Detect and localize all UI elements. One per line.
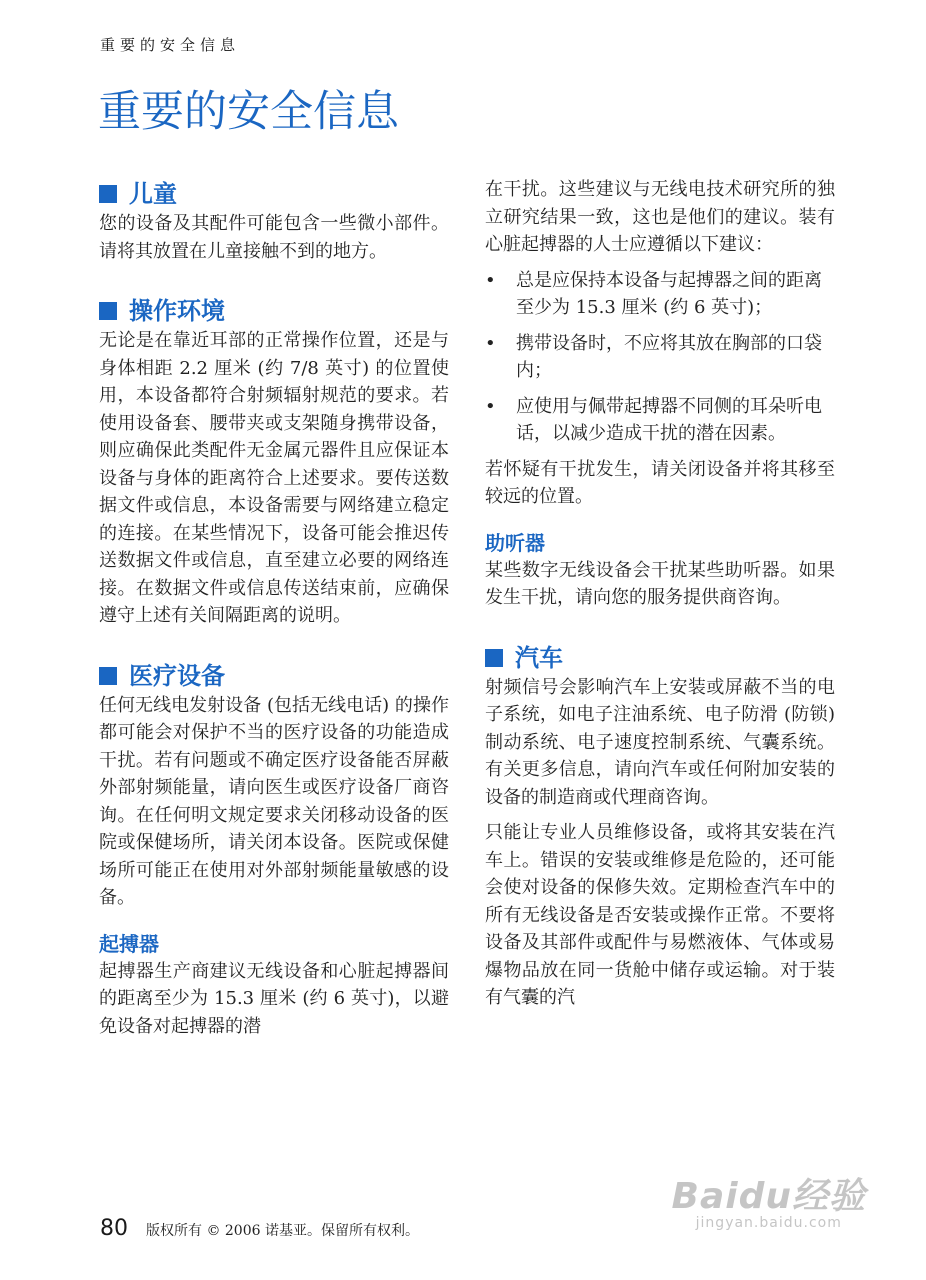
subsection-heading-pacemaker: 起搏器 [99,931,159,956]
section-heading-medical-label: 医疗设备 [129,661,225,690]
operating-env-paragraph: 无论是在靠近耳部的正常操作位置，还是与身体相距 2.2 厘米 (约 7/8 英寸) 的位置使用，本设备都符合射频辐射规范的要求。若使用设备套、腰带夹或支架随身携带设备，则应确保此类配件无金属元器件且应保证本设备与身体的距离符合上述要求。要传送数据文件或信息，本设备需要与网络建立稳定的连接。在某些情况下，设备可能会推迟传送数据文件或信息，直至建立必要的网络连接。在数据文件或信息传送结束前，应确保遵守上述有关间隔距离的说明。 [99,330,449,626]
section-heading-operating-env [99,295,449,327]
section-heading-vehicles [485,642,835,674]
section-heading-children [99,178,449,210]
copyright-notice: 版权所有 © 2006 诺基亚。保留所有权利。 [146,1223,419,1239]
watermark-brand: Baidu经验 [671,1176,866,1217]
hearing-aids-paragraph: 某些数字无线设备会干扰某些助听器。如果发生干扰，请向您的服务提供商咨询。 [485,559,835,608]
bullet-dot-icon: • [485,332,496,354]
pacemaker-recommendations-list [485,267,835,448]
vehicles-paragraph-2: 只能让专业人员维修设备，或将其安装在汽车上。错误的安装或维修是危险的，还可能会使对设备的保修失效。定期检查汽车中的所有无线设备是否安装或操作正常。不要将设备及其部件或配件与易燃液体、气体或易爆物品放在同一货舱中储存或运输。对于装有气囊的汽 [485,822,835,1008]
section-heading-children-label: 儿童 [129,180,177,208]
section-heading-vehicles-label: 汽车 [515,643,563,672]
blue-square-icon [485,649,503,667]
subsection-heading-hearing-aids: 助听器 [485,530,545,555]
vehicles-paragraph-1: 射频信号会影响汽车上安装或屏蔽不当的电子系统，如电子注油系统、电子防滑 (防锁) 制动系统、电子速度控制系统、气囊系统。有关更多信息，请向汽车或任何附加安装的设备的制造商或代理商咨询。 [485,676,835,808]
list-item [485,267,835,322]
children-paragraph: 您的设备及其配件可能包含一些微小部件。请将其放置在儿童接触不到的地方。 [99,213,449,262]
left-column [99,178,449,1040]
pacemaker-paragraph: 起搏器生产商建议无线设备和心脏起搏器间的距离至少为 15.3 厘米 (约 6 英寸)，以避免设备对起搏器的潜 [99,960,449,1037]
section-heading-medical [99,660,449,692]
list-item [485,393,835,448]
list-item-text: 总是应保持本设备与起搏器之间的距离至少为 15.3 厘米 (约 6 英寸)； [516,269,822,318]
baidu-jingyan-watermark [672,1168,866,1231]
list-item-text: 携带设备时，不应将其放在胸部的口袋内； [516,332,822,381]
list-item [485,330,835,385]
bullet-dot-icon: • [485,269,496,291]
list-item-text: 应使用与佩带起搏器不同侧的耳朵听电话，以减少造成干扰的潜在因素。 [516,395,822,444]
pacemaker-continued-paragraph: 在干扰。这些建议与无线电技术研究所的独立研究结果一致，这也是他们的建议。装有心脏起搏器的人士应遵循以下建议： [485,179,835,255]
blue-square-icon [99,302,117,320]
page-number: 80 [100,1216,128,1241]
medical-paragraph: 任何无线电发射设备 (包括无线电话) 的操作都可能会对保护不当的医疗设备的功能造成干扰。若有问题或不确定医疗设备能否屏蔽外部射频能量，请向医生或医疗设备厂商咨询。在任何明文规定要求关闭移动设备的医院或保健场所，请关闭本设备。医院或保健场所可能正在使用对外部射频能量敏感的设备。 [99,694,449,908]
interference-note-paragraph: 若怀疑有干扰发生，请关闭设备并将其移至较远的位置。 [485,458,835,507]
section-heading-operating-env-label: 操作环境 [129,297,225,325]
watermark-url: jingyan.baidu.com [695,1215,842,1231]
bullet-dot-icon: • [485,395,496,417]
blue-square-icon [99,185,117,203]
page-footer [100,1216,419,1241]
running-header: 重要的安全信息 [100,36,241,54]
page-title: 重要的安全信息 [98,87,399,137]
blue-square-icon [99,667,117,685]
right-column [485,176,835,1012]
